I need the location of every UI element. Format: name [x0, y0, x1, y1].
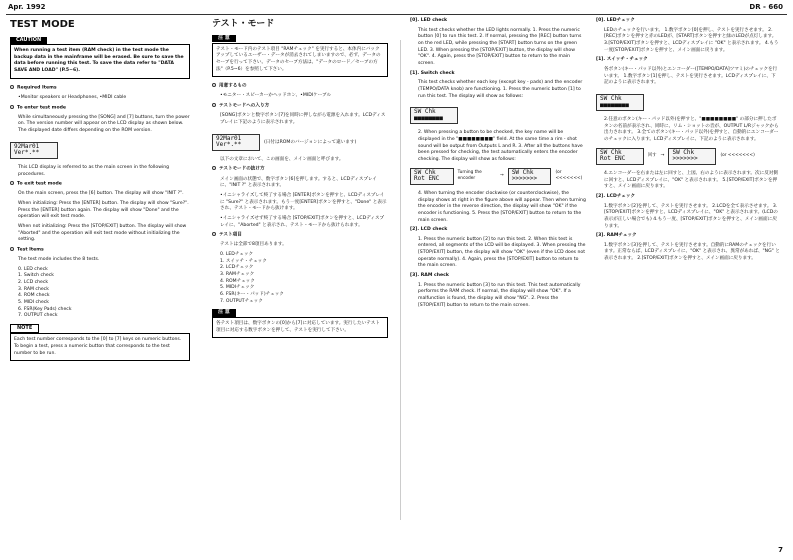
bullet-icon: [10, 247, 14, 251]
ram-check-title-ja: [3]. RAMチェック: [596, 233, 637, 239]
required-items-list-ja: •モニター・スピーカーかヘッドホン、•MIDIケーブル: [220, 93, 332, 99]
lcd-line-1: 92Mar01: [216, 134, 242, 142]
led-check-title-ja: [0]. LEDチェック: [596, 18, 635, 23]
list-item: 0. LEDチェック: [220, 252, 254, 258]
enter-test-mode-text: While simultaneously pressing the [SONG] and [7] buttons, turn the power on. The version number will appear on the LCD display as shown below. The displayed date differs depending on the ROM version.: [18, 114, 190, 134]
list-item: 7. OUTPUT check: [18, 313, 58, 319]
column-divider: [400, 40, 401, 520]
ram-check-text: 1. Press the numeric button [3] to run this test. This test automatically performs the RAM check. If normal, the display will show "OK". If a malfunction is found, the display will show "NG". 2. Press the [STOP/EXIT] button to return to the main screen.: [418, 282, 581, 308]
lcd-line-2: Rot ENC: [414, 175, 440, 183]
caution-label-ja: 注 意: [212, 35, 236, 42]
not-initializing-text: When not initializing: Press the [STOP/EXIT] button. The display will show "Aborted" and the operation will exit test mode without initializing the setting.: [18, 224, 187, 243]
test-items-title: Test Items: [17, 247, 44, 253]
column-japanese-test-mode: [212, 18, 388, 344]
lcd-check-text: 1. Press the numeric button [2] to run this test. 2. When this test is entered, all segments of the LCD will be displayed. 3. When pressing the [STOP/EXIT] button, the display will show "OK" (even if the LCD does not operate normally). 4. Again, press the [STOP/EXIT] button to return to the main screen.: [418, 236, 586, 269]
note-box: Each test number corresponds to the [0] to [7] keys on numeric buttons. To begin a test, press a numeric button that corresponds to the test number to be run.: [10, 333, 190, 361]
required-items-title: Required Items: [17, 85, 57, 91]
lcd-encoder-check: [410, 168, 454, 185]
caution-box: When running a test item (RAM check) in the test mode the backup data in the mainframe will be erased. Be sure to save the data before running this test. To save the data refer to "DATA SAVE AND LOAD" (P.5~6).: [10, 44, 190, 79]
bullet-icon: [212, 166, 216, 170]
test-items-title-ja: テスト項目: [219, 232, 242, 238]
required-items-title-ja: 用意するもの: [219, 83, 247, 89]
switch-check-title-ja: [1]. スイッチ・チェック: [596, 57, 648, 63]
lcd-check-title: [2]. LCD check: [410, 227, 448, 233]
list-item: 4. ROM check: [18, 293, 50, 299]
lcd-line-1: 92Mar01: [14, 142, 40, 150]
arrow-right-icon: →: [660, 152, 665, 158]
switch-check-text-2: 2. When pressing a button to be checked, the key name will be displayed in the "■■■■■■■■" field. At the same time a rim - shot sound will be output from Outputs L and R. 3. After all the buttons have been pressed for checking, the test automatically enters the encoder checking. The display will show as follows:: [418, 130, 583, 163]
or-label: (or <<<<<<<): [555, 170, 583, 182]
lcd-main-screen-text: This LCD display is referred to as the main screen in the following procedures.: [18, 164, 170, 177]
lcd-encoder-turned: [508, 168, 552, 185]
enter-test-mode-text-ja: [SONG]ボタンと数字ボタン[7]を同時に押しながら電源を入れます。LCDディスプレイに下記のように表示されます。: [220, 113, 386, 125]
lcd-line-2: Ver*.**: [14, 149, 40, 157]
list-item: 7. OUTPUTチェック: [220, 298, 263, 304]
caution-box-ja: テスト・モード内のテスト項目 "RAMチェック" を実行すると、本体内にバックアップしているユーザー・データが消去されてしまいますので、必ず、データのセーブを行って下さい。データのセーブ方法は、"データのロード／セーブの方法"（P.5~6）を参照して下さい。: [212, 43, 388, 78]
list-item: 5. MIDI check: [18, 300, 49, 306]
exit-test-mode-title: To exit test mode: [17, 181, 62, 187]
lcd-line-1: SW Chk: [414, 168, 436, 176]
turning-label-ja: 回す: [648, 153, 657, 159]
caution-label: CAUTION: [10, 37, 47, 44]
lcd-line-2: Rot ENC: [600, 155, 626, 163]
test-items-intro-ja: テストは全部で8項目あります。: [220, 242, 287, 248]
switch-check-text-3: 4. When turning the encoder clockwise (or counterclockwise), the display shows at right in the figure above will appear. Then when turning the encoder in the reverse direction, the display will show "OK" if the encoder is functioning. 5. Press the [STOP/EXIT] button to return to the main screen.: [418, 190, 586, 223]
required-items-list: •Monitor speakers or Headphones, •MIDI cable: [18, 94, 127, 100]
lcd-line-1: SW Chk: [511, 168, 534, 176]
lcd-main-screen-ja: [212, 134, 260, 151]
list-item: 1. スイッチ・チェック: [220, 258, 267, 264]
lcd-line-2: ■■■■■■■■: [600, 101, 629, 109]
enter-test-mode-title: To enter test mode: [17, 105, 67, 111]
note-label: NOTE: [10, 324, 39, 333]
page-title-ja: テスト・モード: [212, 19, 275, 29]
list-item: 2. LCD check: [18, 280, 49, 286]
lcd-switch-check: [410, 107, 458, 124]
switch-check-title: [1]. Switch check: [410, 70, 455, 76]
bullet-icon: [212, 103, 216, 107]
bullet-icon: [212, 232, 216, 236]
enter-test-mode-title-ja: テストモードへの入り方: [219, 103, 270, 109]
list-item: 3. RAM check: [18, 286, 49, 292]
lcd-line-1: SW Chk: [414, 108, 436, 116]
bullet-icon: [10, 105, 14, 109]
switch-check-text: This test checks whether each key (except key - pads) and the encoder (TEMPO/DATA knob) are functioning. 1. Press the numeric button [1] to run this test. The display will show as follows:: [418, 80, 583, 99]
lcd-line-2: >>>>>>>: [672, 155, 698, 163]
header-rule: [6, 14, 787, 15]
exit-test-mode-text-ja: メイン画面の状態で、数字ボタン[6]を押します。すると、LCDディスプレイに、"INIT ?" と表示されます。: [220, 176, 377, 189]
lcd-line-2: >>>>>>>: [511, 175, 538, 183]
lcd-encoder-turned-ja: [668, 148, 716, 165]
note-box-ja: 各テスト項目は、数字ボタンの[0]から[7]に対応しています。実行したいテスト項目に対応する数字ボタンを押して、テストを実行して下さい。: [212, 317, 388, 338]
ram-check-text-ja: 1.数字ボタン[3]を押して、テストを実行させます。自動的にRAMのチェックを行います。正常ならば、LCDディスプレイに、"OK" と表示され、異常があれば、"NG" と表示されます。 2.[STOP/EXIT]ボタンを押すと、メイン画面に戻ります。: [604, 242, 780, 262]
list-item: 0. LED check: [18, 266, 48, 272]
led-check-text-ja: LEDのチェックを行います。 1.数字ボタン[0]を押し、テストを実行させます。 2.[REC]ボタンを押すと赤のLEDが、[START]ボタンを押すと緑のLEDが点灯します。 3.[STOP/EXIT]ボタンを押すと、LCDディスプレイに "OK" と表示されます。 4.もう一度[STOP/EXIT]ボタンを押すと、メイン画面に戻ります。: [604, 27, 779, 53]
page-title: TEST MODE: [10, 19, 75, 30]
test-items-list: [10, 267, 190, 320]
list-item: 6. FSR(Key Pads) check: [18, 306, 72, 312]
ram-check-title: [3]. RAM check: [410, 273, 449, 279]
led-check-text: This test checks whether the LED lights normally. 1. Press the numeric button [0] to run this test. 2. If normal, pressing the [REC] button turns on the red LED, while pressing the [START] button turns on the green LED. 3. When pressing the [STOP/EXIT] button, the display will show "OK". 4. Again, press the [STOP/EXIT] button to return to the main screen.: [418, 27, 582, 66]
encoder-diagram-ja: [596, 148, 780, 165]
test-items-intro: The test mode includes the 8 tests.: [18, 257, 100, 263]
test-items-list-ja: [212, 252, 388, 305]
lcd-switch-check-ja: [596, 94, 644, 111]
list-item: 4. ROMチェック: [220, 278, 255, 284]
turning-label: Turning the encoder: [457, 170, 482, 182]
switch-check-text-2-ja: 2.任意のボタン(キー・パッド以外)を押すと、"■■■■■■■■" の部分に押したボタンの名前が表示され、同時に、リム・ショットの音が、OUTPUT L/Rジャックから出力されます。 3.全てのボタン(キー・パッド以外)を押すと、自動的にエンコーダーのチェックに入ります。LCDディスプレイに、下記のように表示されます。: [604, 117, 779, 143]
exit-test-mode-text: On the main screen, press the [6] button. The display will show "INIT ?".: [18, 191, 184, 197]
arrow-right-icon: →: [499, 172, 504, 178]
or-label-ja: (or <<<<<<<): [720, 153, 755, 159]
led-check-title: [0]. LED check: [410, 18, 448, 23]
lcd-date-note-ja: (日付はROMのバージョンによって違います): [264, 139, 357, 145]
lcd-line-1: SW Chk: [600, 148, 622, 156]
list-item: 3. RAMチェック: [220, 271, 255, 277]
lcd-main-screen: [10, 142, 58, 159]
encoder-diagram: [410, 168, 586, 185]
lcd-encoder-check-ja: [596, 148, 644, 165]
list-item: 1. Switch check: [18, 273, 54, 279]
initializing-text: When initializing: Press the [ENTER] button. The display will show "Sure?". Press the [ENTER] button again. The display will show "Done" and the operation will exit test mode.: [18, 201, 189, 220]
header-model: DR - 660: [749, 3, 783, 11]
column-japanese-tests: [596, 18, 780, 266]
list-item: 2. LCDチェック: [220, 265, 254, 271]
lcd-line-1: SW Chk: [672, 148, 695, 156]
lcd-check-text-ja: 1.数字ボタン[2]を押して、テストを実行させます。 2.LCDを全て表示させます。 3.[STOP/EXIT]ボタンを押すと、LCDディスプレイに、"OK" と表示されます。(LCDの表示が正しい場合でも) 4.もう一度、[STOP/EXIT]ボタンを押すと、メイン画面に戻ります。: [604, 203, 778, 229]
column-english-test-mode: [10, 18, 190, 367]
note-label-ja: 注 意: [212, 309, 236, 316]
not-initializing-text-ja: •イニシャライズせず終了する場合 [STOP/EXIT]ボタンを押すと、LCDディスプレイに、"Aborted" と表示され、テスト・モードから抜けられます。: [220, 215, 385, 228]
lcd-line-2: ■■■■■■■■: [414, 114, 443, 122]
lcd-line-1: SW Chk: [600, 94, 622, 102]
bullet-icon: [10, 85, 14, 89]
switch-check-text-ja: 各ボタン(キー・パッド以外)とエンコーダー([TEMPO/DATA]ツマミ)のチェックを行います。 1.数字ボタン[1]を押し、テストを実行させます。LCDディスプレイに、下記のように表示されます。: [604, 66, 778, 86]
exit-test-mode-title-ja: テストモードの抜け方: [219, 166, 265, 172]
switch-check-text-3-ja: 4.エンコーダーを右または左に回すと、上図、右のように表示されます。次に反対側に回すと、LCDディスプレイに、"OK" と表示されます。 5.[STOP/EXIT]ボタンを押すと、メイン画面に戻ります。: [604, 170, 778, 190]
lcd-check-title-ja: [2]. LCDチェック: [596, 193, 636, 199]
header-date: Apr. 1992: [8, 3, 46, 11]
bullet-icon: [10, 181, 14, 185]
column-english-tests: [410, 18, 586, 312]
list-item: 6. FSR(キー・パッド)チェック: [220, 291, 284, 297]
page-number: 7: [778, 546, 783, 554]
lcd-line-2: Ver*.**: [216, 141, 242, 149]
list-item: 5. MIDIチェック: [220, 285, 255, 291]
bullet-icon: [212, 83, 216, 87]
lcd-main-screen-text-ja: 以下の文章において、この画面を、メイン画面と呼びます。: [220, 156, 344, 162]
initializing-text-ja: •イニシャライズして終了する場合 [ENTER]ボタンを押すと、LCDディスプレイに "Sure?" と表示されます。もう一度[ENTER]ボタンを押すと、"Done" と表示され、テスト・モードから抜けます。: [220, 192, 387, 212]
